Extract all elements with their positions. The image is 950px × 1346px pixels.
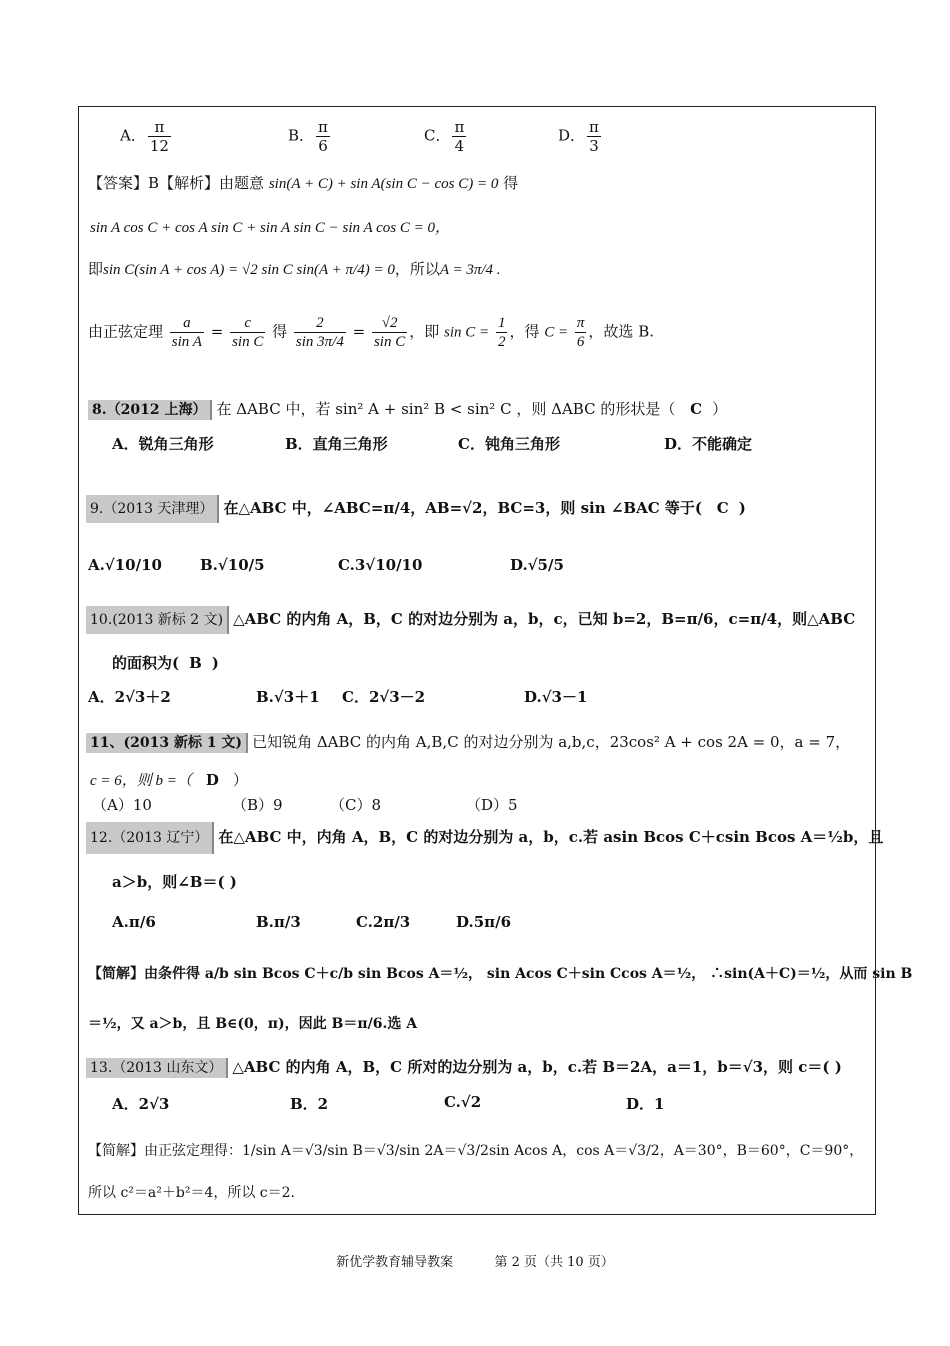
q9-option-c: C.3√10/10	[338, 556, 423, 574]
q10-question: 10.(2013 新标 2 文) △ABC 的内角 A，B，C 的对边分别为 a，b，c，已知 b=2，B=π/6，c=π/4，则△ABC	[86, 608, 855, 629]
q9-tag: 9.（2013 天津理）	[86, 495, 219, 523]
q7-option-c: C． $\frac{\pi}{4}$	[424, 118, 465, 155]
q12-solution-line2: ＝½，又 a＞b，且 B∈(0，π)，因此 B＝π/6.选 A	[88, 1016, 418, 1032]
q12-question: 12.（2013 辽宁） 在△ABC 中，内角 A，B，C 的对边分别为 a，b，c.若 asin Bcos C＋csin Bcos A＝½b，且	[86, 826, 883, 847]
q13-tag: 13.（2013 山东文）	[86, 1058, 228, 1078]
q13-solution-line2: 所以 c²＝a²＋b²＝4，所以 c＝2.	[88, 1185, 295, 1201]
q8-option-b: B．直角三角形	[285, 435, 388, 453]
q7-answer-line2: sin A cos C + cos A sin C + sin A sin C − sin A cos C = 0，	[90, 220, 451, 236]
q13-option-c: C.√2	[444, 1093, 482, 1111]
q10-option-a: A．2√3＋2	[88, 688, 171, 706]
q8-tag: 8.（2012 上海）	[88, 400, 212, 420]
q8-option-d: D．不能确定	[664, 435, 753, 453]
q12-option-b: B.π/3	[256, 913, 301, 931]
q12-solution-line1: 【简解】由条件得 a/b sin Bcos C＋c/b sin Bcos A＝½， sin Acos C＋sin Ccos A＝½， ∴sin(A＋C)＝½，从而 sin B	[88, 966, 913, 982]
q11-question: 11、(2013 新标 1 文) 已知锐角 ΔABC 的内角 A,B,C 的对边分别为 a,b,c，23cos² A + cos 2A = 0，a = 7，	[86, 731, 850, 752]
q13-option-a: A．2√3	[112, 1095, 170, 1113]
q11-option-a: （A）10	[92, 796, 152, 814]
q8-option-a: A．锐角三角形	[112, 435, 214, 453]
q7-option-d: D． $\frac{\pi}{3}$	[558, 118, 599, 155]
q13-option-b: B．2	[290, 1095, 329, 1113]
q9-option-a: A.√10/10	[88, 556, 162, 574]
q7-answer-line3: 即sin C(sin A + cos A) = √2 sin C sin(A + π/4) = 0，所以A = 3π/4 .	[88, 260, 501, 278]
q13-solution-line1: 【简解】由正弦定理得：1/sin A＝√3/sin B＝√3/sin 2A＝√3/2sin Acos A，cos A＝√3/2，A＝30°，B＝60°，C＝90°，	[88, 1143, 864, 1159]
q10-question-cont: 的面积为( B )	[112, 654, 219, 672]
q11-answer: D	[205, 771, 219, 789]
q12-question-cont: a＞b，则∠B＝( )	[112, 873, 237, 891]
q8-option-c: C．钝角三角形	[458, 435, 560, 453]
q12-option-d: D.5π/6	[456, 913, 512, 931]
q9-question: 9.（2013 天津理） 在△ABC 中，∠ABC=π/4，AB=√2，BC=3，则 sin ∠BAC 等于( C )	[86, 497, 746, 518]
q7-answer-line1: 【答案】B【解析】由题意 sin(A + C) + sin A(sin C − cos C) = 0 得	[88, 174, 519, 192]
q10-option-c: C．2√3－2	[342, 688, 426, 706]
q9-answer: C	[716, 499, 729, 517]
q10-answer: B	[189, 654, 202, 672]
q7-option-b: B． $\frac{\pi}{6}$	[288, 118, 328, 155]
q12-tag: 12.（2013 辽宁）	[86, 822, 214, 854]
q11-option-c: （C）8	[330, 796, 382, 814]
q8-answer: C	[690, 400, 703, 418]
q13-option-d: D．1	[626, 1095, 665, 1113]
q12-option-a: A.π/6	[112, 913, 156, 931]
q10-option-d: D.√3－1	[524, 688, 588, 706]
q7-answer-line4: 由正弦定理 $\frac{a}{\text{sin A}}$ = $\frac{c}{\text{sin C}}$ 得 $\frac{2}{\sin 3\pi/4}$ = $\frac{√2}{\text{sin C}}$ ，即 sin C = $\frac{1}{2}$ ，得 C = $\frac{\pi}{6}$ ，故选 B.	[88, 315, 654, 350]
q10-option-b: B.√3＋1	[256, 688, 320, 706]
q12-option-c: C.2π/3	[356, 913, 411, 931]
q9-option-b: B.√10/5	[200, 556, 265, 574]
q7-option-a: A． $\frac{\pi}{12}$	[120, 118, 169, 155]
q13-question: 13.（2013 山东文） △ABC 的内角 A，B，C 所对的边分别为 a，b，c.若 B＝2A，a＝1，b＝√3，则 c＝( )	[86, 1056, 842, 1077]
q8-question: 8.（2012 上海） 在 ΔABC 中，若 sin² A + sin² B < sin² C ，则 ΔABC 的形状是（ C ）	[88, 398, 727, 419]
q10-tag: 10.(2013 新标 2 文)	[86, 606, 229, 634]
q11-question-cont: c = 6，则 b =（ D ）	[90, 771, 248, 789]
page-footer: 新优学教育辅导教案 第 2 页（共 10 页）	[336, 1255, 614, 1270]
q11-tag: 11、(2013 新标 1 文)	[86, 733, 248, 753]
q11-option-d: （D）5	[466, 796, 518, 814]
q11-option-b: （B）9	[232, 796, 283, 814]
q9-option-d: D.√5/5	[510, 556, 564, 574]
